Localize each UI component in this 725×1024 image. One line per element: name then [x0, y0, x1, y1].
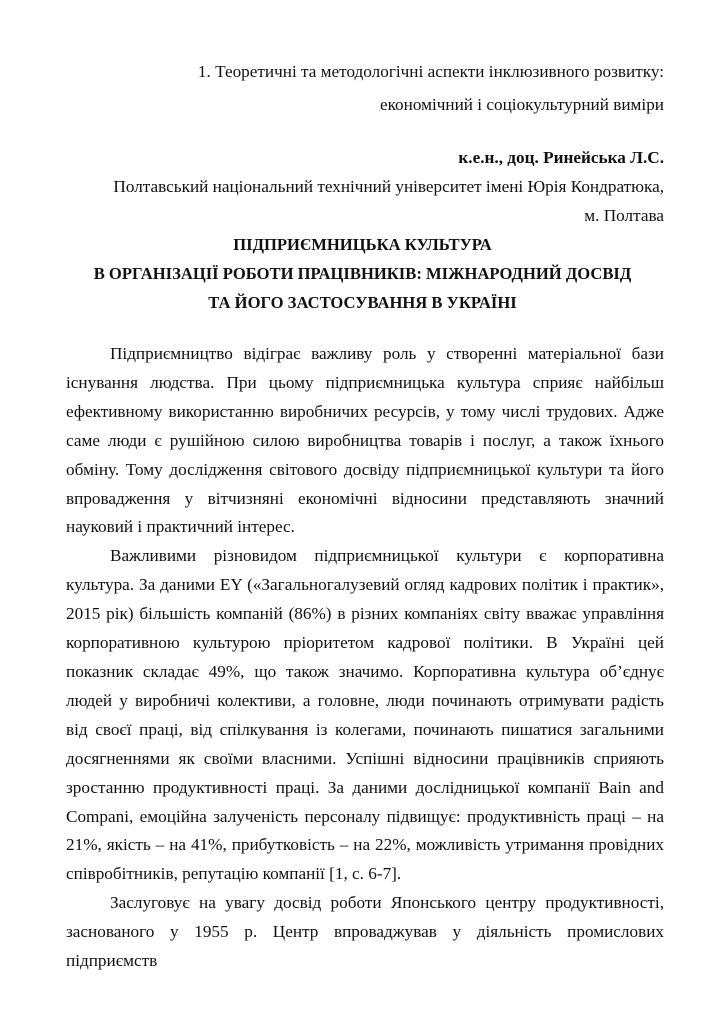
author-city: м. Полтава: [584, 206, 664, 225]
paragraph-2: Важливими різновидом підприємницької культури є корпоративна культура. За даними EY («Загальногалузевий огляд кадрових політик і практик», 2015 рік) більшість компаній (86%) в різних компаніях світу вважає управління корпоративною культурою пріоритетом кадрової політики. В Україні цей показник складає 49%, що також значимо. Корпоративна культура об’єднує людей у виробничі колективи, а головне, люди починають отримувати радість від своєї праці, від спілкування із колегами, починають пишатися загальними досягненнями як своїми власними. Успішні відносини працівників сприяють зростанню продуктивності праці. За даними дослідницької компанії Bain and Compani, емоційна залученість персоналу підвищує: продуктивність праці – на 21%, якість – на 41%, прибутковість – на 22%, можливість утримання провідних співробітників, репутацію компанії [1, с. 6-7].: [66, 546, 664, 884]
paper-title-line-2: В ОРГАНІЗАЦІЇ РОБОТИ ПРАЦІВНИКІВ: МІЖНАРОДНИЙ ДОСВІД: [93, 264, 632, 283]
paper-title-line-1: ПІДПРИЄМНИЦЬКА КУЛЬТУРА: [233, 235, 492, 254]
paragraph-1: Підприємництво відіграє важливу роль у створенні матеріальної бази існування людства. При цьому підприємницька культура сприяє найбільш ефективному використанню виробничих ресурсів, у тому числі трудових. Адже саме люди є рушійною силою виробництва товарів і послуг, а також їхнього обміну. Тому дослідження світового досвіду підприємницької культури та його впровадження у вітчизняні економічні відносини представляють значний науковий і практичний інтерес.: [66, 344, 664, 537]
body-text: [66, 340, 664, 976]
paper-title-line-3: ТА ЙОГО ЗАСТОСУВАННЯ В УКРАЇНІ: [208, 293, 517, 312]
author-name: к.е.н., доц. Ринейська Л.С.: [458, 148, 664, 167]
paragraph-3: Заслуговує на увагу досвід роботи Японського центру продуктивності, заснованого у 1955 р. Центр впроваджував у діяльність промислових підприємств: [66, 893, 664, 971]
author-affiliation: Полтавський національний технічний університет імені Юрія Кондратюка,: [113, 177, 664, 196]
section-heading-line-2: економічний і соціокультурний виміри: [379, 95, 664, 114]
section-heading-line-1: 1. Теоретичні та методологічні аспекти інклюзивного розвитку:: [197, 62, 664, 81]
